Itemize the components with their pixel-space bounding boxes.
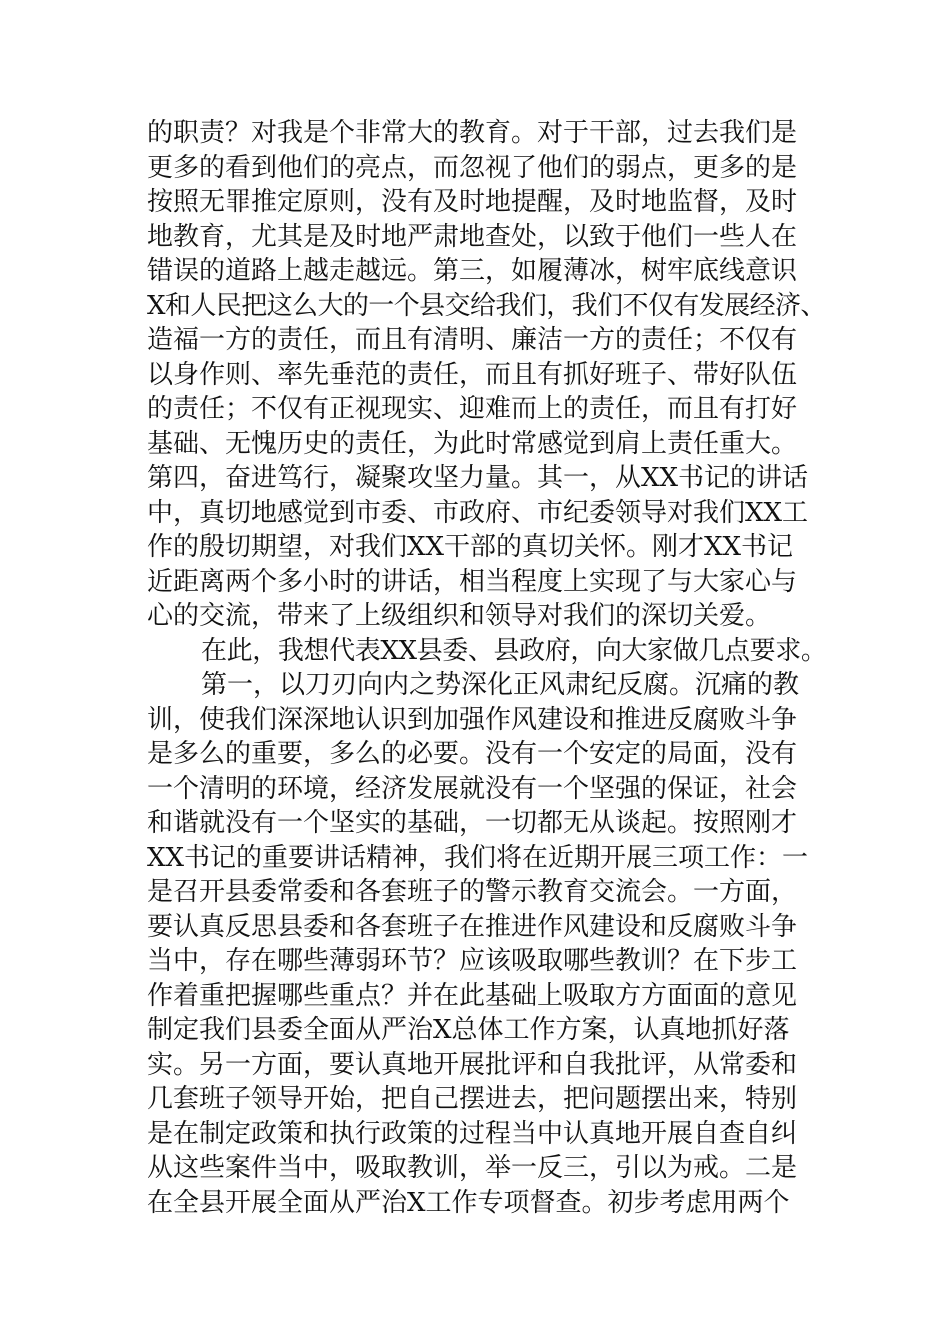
text-line: 第一，以刀刃向内之势深化正风肃纪反腐。沉痛的教: [201, 670, 800, 700]
text-line: 和谐就没有一个坚实的基础，一切都无从谈起。按照刚才: [147, 808, 798, 838]
text-line: 要认真反思县委和各套班子在推进作风建设和反腐败斗争: [147, 911, 798, 942]
text-line: 几套班子领导开始，把自己摆进去，把问题摆出来，特别: [147, 1084, 798, 1114]
text-line: 心的交流，带来了上级组织和领导对我们的深切关爱。: [147, 601, 772, 631]
text-line: 按照无罪推定原则，没有及时地提醒，及时地监督，及时: [147, 187, 798, 217]
text-line: 基础、无愧历史的责任，为此时常感觉到肩上责任重大。: [147, 428, 798, 459]
text-line: 制定我们县委全面从严治X总体工作方案，认真地抓好落: [147, 1015, 790, 1045]
text-line: X和人民把这么大的一个县交给我们，我们不仅有发展经济、: [147, 290, 826, 321]
text-line: 当中，存在哪些薄弱环节？应该吸取哪些教训？在下步工: [147, 946, 798, 976]
text-line: 造福一方的责任，而且有清明、廉洁一方的责任；不仅有: [147, 325, 798, 355]
text-line: 是召开县委常委和各套班子的警示教育交流会。一方面，: [147, 877, 798, 907]
text-line: 的责任；不仅有正视现实、迎难而上的责任，而且有打好: [147, 394, 798, 424]
text-line: 更多的看到他们的亮点，而忽视了他们的弱点，更多的是: [147, 152, 798, 183]
text-line: 近距离两个多小时的讲话，相当程度上实现了与大家心与: [147, 566, 798, 597]
text-line: 地教育，尤其是及时地严肃地查处，以致于他们一些人在: [147, 221, 798, 252]
text-line: 以身作则、率先垂范的责任，而且有抓好班子、带好队伍: [147, 359, 798, 390]
text-line: 第四，奋进笃行，凝聚攻坚力量。其一，从XX书记的讲话: [147, 463, 809, 493]
document-body-text: [147, 116, 827, 1220]
text-line: 作着重把握哪些重点？并在此基础上吸取方方面面的意见: [147, 980, 798, 1011]
text-line: 在此，我想代表XX县委、县政府，向大家做几点要求。: [201, 635, 827, 666]
text-line: XX书记的重要讲话精神，我们将在近期开展三项工作：一: [147, 842, 809, 873]
text-line: 训，使我们深深地认识到加强作风建设和推进反腐败斗争: [147, 704, 798, 735]
text-line: 在全县开展全面从严治X工作专项督查。初步考虑用两个: [147, 1187, 790, 1218]
text-line: 的职责？对我是个非常大的教育。对于干部，过去我们是: [147, 118, 798, 148]
text-line: 实。另一方面，要认真地开展批评和自我批评，从常委和: [147, 1049, 798, 1080]
text-line: 中，真切地感觉到市委、市政府、市纪委领导对我们XX工: [147, 497, 809, 528]
text-line: 是多么的重要，多么的必要。没有一个安定的局面，没有: [147, 739, 798, 769]
text-line: 是在制定政策和执行政策的过程当中认真地开展自查自纠: [147, 1118, 798, 1149]
text-line: 一个清明的环境，经济发展就没有一个坚强的保证，社会: [147, 773, 798, 804]
text-line: 从这些案件当中，吸取教训，举一反三，引以为戒。二是: [147, 1153, 798, 1183]
text-line: 错误的道路上越走越远。第三，如履薄冰，树牢底线意识: [147, 256, 798, 286]
text-line: 作的殷切期望，对我们XX干部的真切关怀。刚才XX书记: [147, 532, 794, 562]
